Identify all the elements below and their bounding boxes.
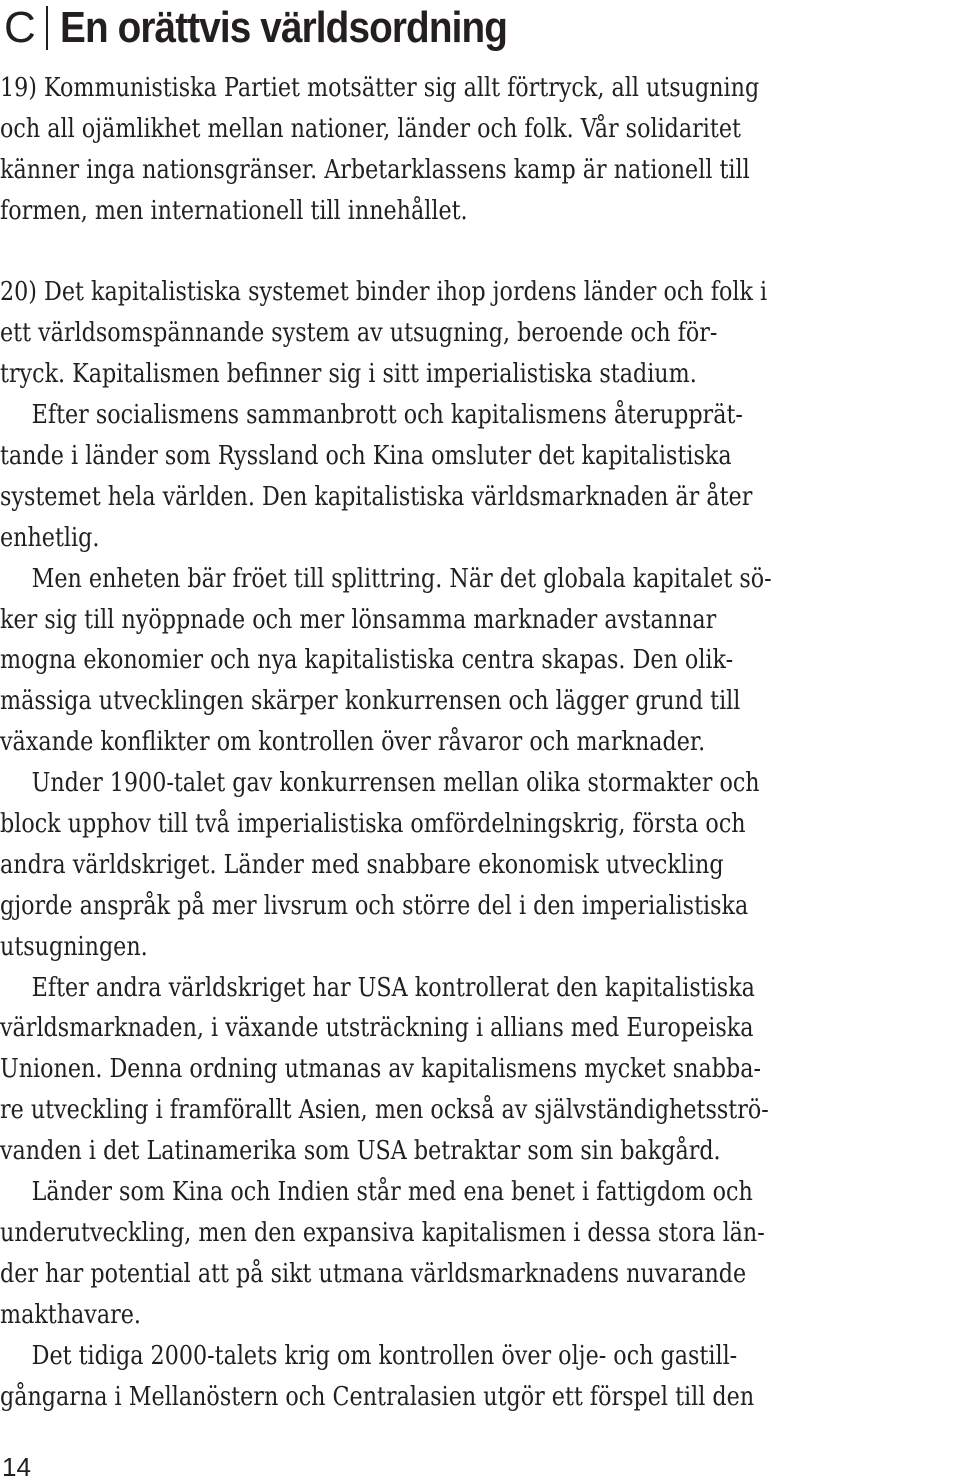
text-line: utsugningen. [0, 931, 148, 962]
text-line: underutveckling, men den expansiva kapitalismen i dessa stora län- [0, 1217, 765, 1248]
text-line: Efter andra världskriget har USA kontrollerat den kapitalistiska [31, 972, 755, 1003]
paragraph-gap [0, 232, 960, 273]
text-line: Det tidiga 2000-talets krig om kontrollen över olje- och gastill- [31, 1340, 738, 1371]
text-line: formen, men internationell till innehållet. [0, 195, 468, 226]
text-line: mogna ekonomier och nya kapitalistiska centra skapas. Den olik- [0, 645, 734, 676]
text-line: vanden i det Latinamerika som USA betraktar som sin bakgård. [0, 1136, 721, 1167]
section-letter: C [4, 3, 36, 52]
page-number: 14 [2, 1452, 31, 1482]
text-line: 19) Kommunistiska Partiet motsätter sig allt förtryck, all utsugning [0, 73, 760, 103]
text-line: världsmarknaden, i växande utsträckning i allians med Europeiska [0, 1013, 754, 1044]
text-line: andra världskriget. Länder med snabbare ekonomisk utveckling [0, 849, 724, 880]
text-line: mässiga utvecklingen skärper konkurrensen och lägger grund till [0, 686, 741, 717]
text-line: 20) Det kapitalistiska systemet binder ihop jordens länder och folk i [0, 277, 768, 308]
text-line: block upphov till två imperialistiska omfördelningskrig, första och [0, 809, 746, 840]
body-text [0, 68, 960, 1417]
text-line: Men enheten bär fröet till splittring. När det globala kapitalet sö- [31, 563, 772, 594]
header-divider [46, 6, 48, 50]
text-line: tryck. Kapitalismen befinner sig i sitt imperialistiska stadium. [0, 359, 697, 390]
text-line: växande konflikter om kontrollen över råvaror och marknader. [0, 727, 706, 758]
text-line: tande i länder som Ryssland och Kina omsluter det kapitalistiska [0, 441, 732, 472]
text-line: systemet hela världen. Den kapitalistiska världsmarknaden är åter [0, 481, 753, 512]
section-title: En orättvis världsordning [59, 3, 507, 52]
text-line: Länder som Kina och Indien står med ena benet i fattigdom och [31, 1177, 753, 1208]
text-line: re utveckling i framförallt Asien, men också av självständighetsströ- [0, 1095, 769, 1126]
text-line: och all ojämlikhet mellan nationer, länder och folk. Vår solidaritet [0, 113, 741, 144]
paragraph-20 [0, 272, 960, 1417]
text-line: gjorde anspråk på mer livsrum och större del i den imperialistiska [0, 890, 749, 921]
text-line: makthavare. [0, 1299, 141, 1330]
text-line: ett världsomspännande system av utsugning, beroende och för- [0, 318, 718, 349]
text-line: Under 1900-talet gav konkurrensen mellan olika stormakter och [31, 768, 760, 799]
text-line: enhetlig. [0, 522, 100, 553]
text-line: gångarna i Mellanöstern och Centralasien utgör ett förspel till den [0, 1381, 755, 1412]
text-line: ker sig till nyöppnade och mer lönsamma marknader avstannar [0, 604, 717, 635]
paragraph-19 [0, 68, 960, 232]
text-line: känner inga nationsgränser. Arbetarklassens kamp är nationell till [0, 154, 750, 185]
section-header [0, 0, 568, 56]
text-line: Unionen. Denna ordning utmanas av kapitalismens mycket snabba- [0, 1054, 762, 1085]
text-line: der har potential att på sikt utmana världsmarknadens nuvarande [0, 1258, 747, 1289]
text-line: Efter socialismens sammanbrott och kapitalismens återupprät- [31, 400, 743, 431]
